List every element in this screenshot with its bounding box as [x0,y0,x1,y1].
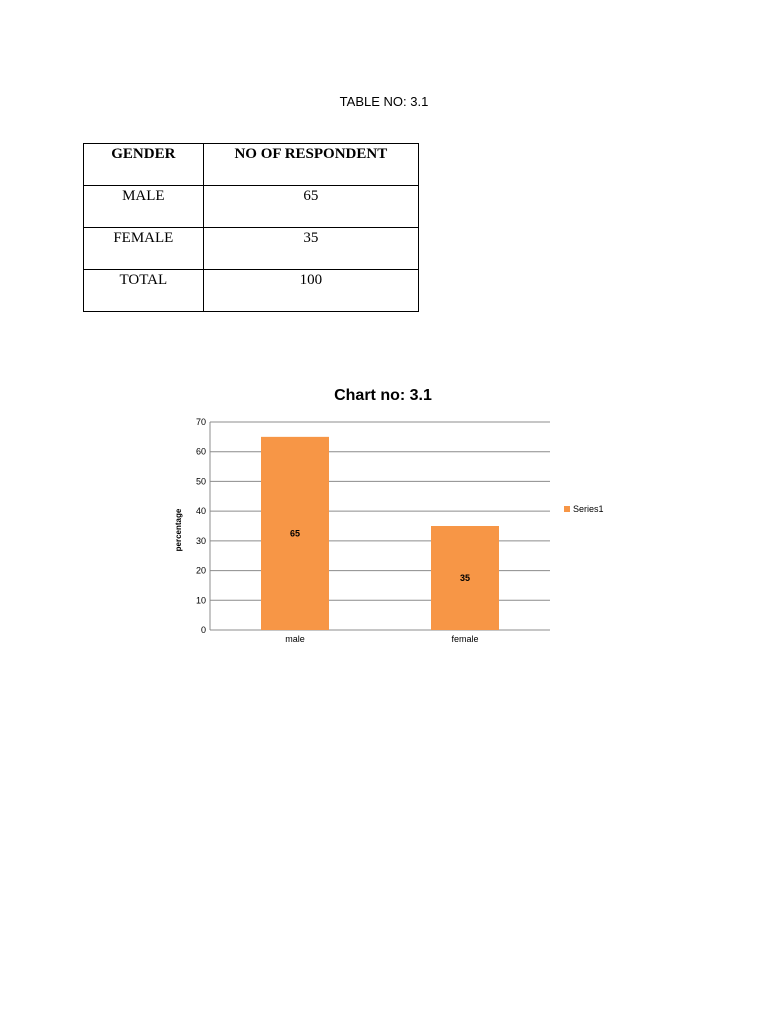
y-axis-label: percentage [174,508,183,552]
y-tick-labels [196,417,206,635]
legend-swatch [564,506,570,512]
data-label: 65 [289,528,301,539]
x-tick-label: male [285,634,305,644]
chart-title: Chart no: 3.1 [334,387,432,404]
table-row [84,186,419,228]
legend-entry: Series1 [573,504,604,514]
chart-container [160,380,620,655]
bar-chart [160,380,620,655]
y-tick-label: 0 [200,625,206,635]
cell-gender: MALE [84,186,204,228]
cell-count: 35 [203,228,418,270]
table-row [84,270,419,312]
header-gender: GENDER [84,144,204,186]
y-tick-label: 70 [195,417,206,427]
table-header-row [84,144,419,186]
header-respondents: NO OF RESPONDENT [203,144,418,186]
y-tick-label: 60 [195,446,206,457]
cell-gender: TOTAL [84,270,204,312]
x-tick-labels [285,634,478,644]
y-tick-label: 10 [195,595,206,606]
table-caption: TABLE NO: 3.1 [339,94,429,109]
y-tick-label: 40 [195,506,206,517]
cell-gender: FEMALE [84,228,204,270]
respondent-table [83,143,419,312]
y-tick-label: 20 [195,565,206,576]
data-label: 35 [459,573,471,583]
cell-count: 100 [203,270,418,312]
table-row [84,228,419,270]
y-tick-label: 30 [195,535,206,546]
y-tick-label: 50 [195,476,206,487]
legend [564,504,604,514]
x-tick-label: female [451,634,479,644]
cell-count: 65 [203,186,418,228]
